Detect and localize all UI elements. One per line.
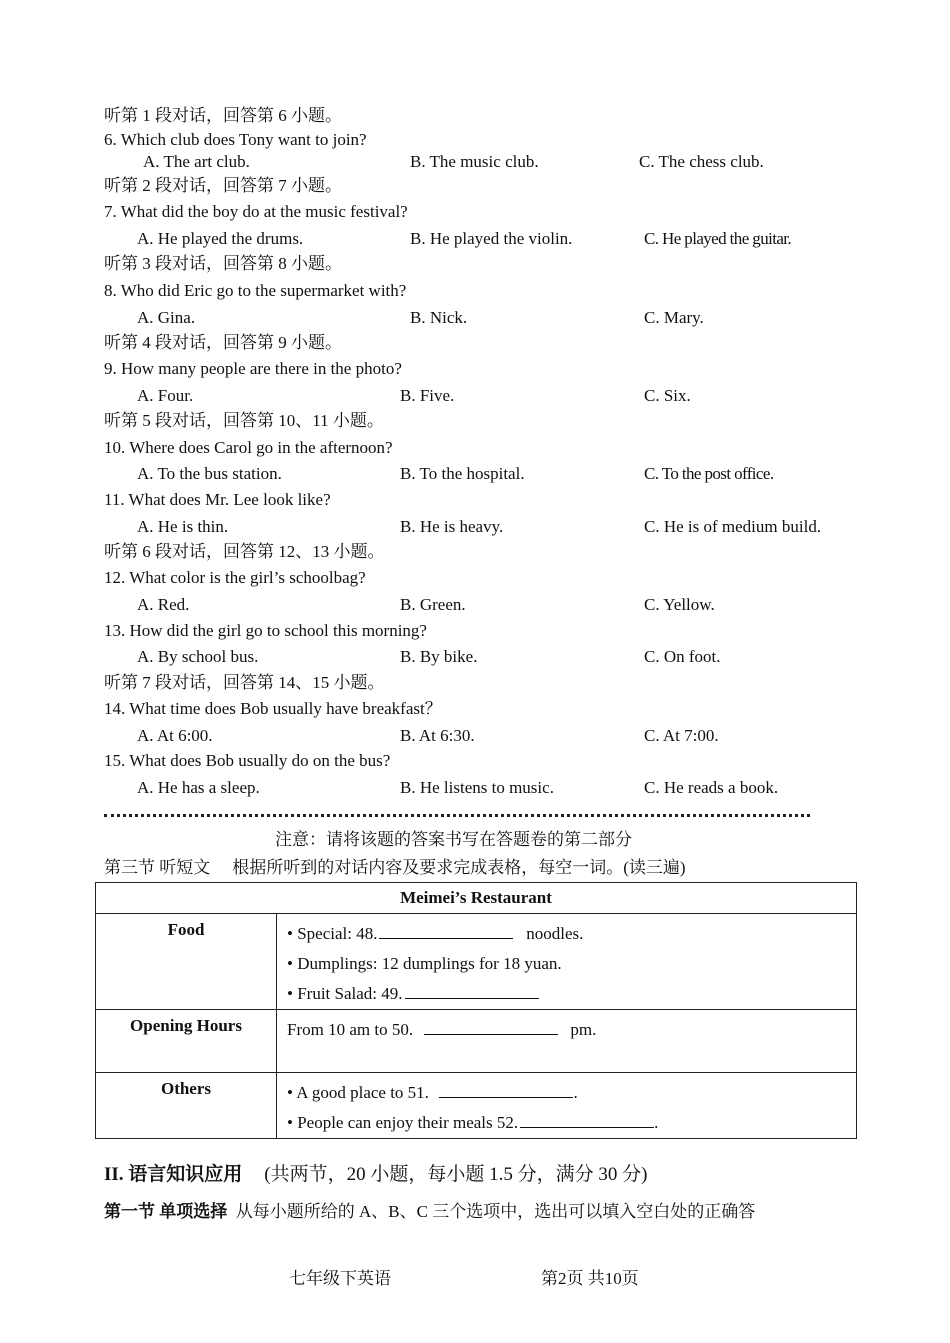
- food-salad-text: • Fruit Salad: 49.: [287, 984, 403, 1003]
- question-12-option-b: B. Green.: [400, 595, 466, 614]
- question-14: 14. What time does Bob usually have breakfast？: [104, 699, 442, 718]
- question-9-option-b: B. Five.: [400, 386, 455, 405]
- part-2-detail: (共两节，20 小题，每小题 1.5 分，满分 30 分): [264, 1164, 648, 1185]
- question-14-option-a: A. At 6:00.: [137, 726, 213, 745]
- opening-hours-text: From 10 am to 50.: [287, 1020, 414, 1039]
- food-special-suffix: noodles.: [526, 924, 584, 943]
- dialogue-intro-3: 听第 3 段对话，回答第 8 小题。: [104, 254, 342, 273]
- others-2-text: • People can enjoy their meals 52.: [287, 1113, 519, 1132]
- others-cell: [277, 1073, 857, 1139]
- question-12: 12. What color is the girl’s schoolbag?: [104, 568, 366, 587]
- question-10: 10. Where does Carol go in the afternoon?: [104, 438, 393, 457]
- question-7-option-c: C. He played the guitar.: [644, 229, 792, 248]
- dialogue-intro-4: 听第 4 段对话，回答第 9 小题。: [104, 333, 342, 352]
- dialogue-intro-6: 听第 6 段对话，回答第 12、13 小题。: [104, 542, 385, 561]
- question-9-option-a: A. Four.: [137, 386, 194, 405]
- question-6: 6. Which club does Tony want to join?: [104, 130, 367, 149]
- food-label: Food: [96, 914, 277, 1010]
- question-13-option-b: B. By bike.: [400, 647, 478, 666]
- question-11-option-b: B. He is heavy.: [400, 517, 504, 536]
- question-11-option-c: C. He is of medium build.: [644, 517, 822, 536]
- section-1-text: 从每小题所给的 A、B、C 三个选项中，选出可以填入空白处的正确答: [235, 1202, 756, 1221]
- question-13: 13. How did the girl go to school this morning?: [104, 621, 427, 640]
- opening-hours-label: Opening Hours: [96, 1010, 277, 1073]
- dialogue-intro-2: 听第 2 段对话，回答第 7 小题。: [104, 176, 342, 195]
- opening-hours-line: [287, 1015, 856, 1045]
- section-3-heading: [104, 857, 686, 879]
- question-9: 9. How many people are there in the photo?: [104, 359, 402, 378]
- blank-52[interactable]: [520, 1113, 654, 1128]
- answer-sheet-notice: 注意：请将该题的答案书写在答题卷的第二部分: [275, 830, 632, 849]
- question-6-option-b: B. The music club.: [410, 152, 539, 171]
- question-8-option-b: B. Nick.: [410, 308, 468, 327]
- others-1-suffix: .: [573, 1083, 578, 1102]
- question-7-option-a: A. He played the drums.: [137, 229, 304, 248]
- opening-hours-cell: [277, 1010, 857, 1073]
- question-6-option-a: A. The art club.: [143, 152, 250, 171]
- others-line-1: [287, 1078, 856, 1108]
- part-2-heading: [104, 1162, 647, 1188]
- question-7: 7. What did the boy do at the music festival?: [104, 202, 408, 221]
- question-15-option-a: A. He has a sleep.: [137, 778, 260, 797]
- question-7-option-b: B. He played the violin.: [410, 229, 573, 248]
- food-dumplings-line: • Dumplings: 12 dumplings for 18 yuan.: [287, 954, 562, 973]
- question-8-option-c: C. Mary.: [644, 308, 704, 327]
- question-8-option-a: A. Gina.: [137, 308, 196, 327]
- food-special-line: [287, 919, 856, 949]
- question-10-option-b: B. To the hospital.: [400, 464, 525, 483]
- question-15-option-b: B. He listens to music.: [400, 778, 554, 797]
- question-15-option-c: C. He reads a book.: [644, 778, 779, 797]
- question-15: 15. What does Bob usually do on the bus?: [104, 751, 391, 770]
- section-3-title: 第三节 听短文: [104, 858, 211, 877]
- food-cell: [277, 914, 857, 1010]
- section-1-heading: [104, 1200, 755, 1224]
- dotted-divider: [104, 806, 810, 817]
- opening-hours-suffix: pm.: [570, 1020, 597, 1039]
- question-12-option-a: A. Red.: [137, 595, 190, 614]
- part-2-title: II. 语言知识应用: [104, 1164, 243, 1185]
- question-12-option-c: C. Yellow.: [644, 595, 715, 614]
- blank-48[interactable]: [379, 924, 513, 939]
- others-1-text: • A good place to 51.: [287, 1083, 429, 1102]
- food-salad-line: [287, 979, 856, 1009]
- blank-49[interactable]: [405, 984, 539, 999]
- dialogue-intro-7: 听第 7 段对话，回答第 14、15 小题。: [104, 673, 385, 692]
- question-8: 8. Who did Eric go to the supermarket with?: [104, 281, 407, 300]
- question-11: 11. What does Mr. Lee look like?: [104, 490, 331, 509]
- table-title: Meimei’s Restaurant: [96, 883, 857, 914]
- question-14-option-c: C. At 7:00.: [644, 726, 719, 745]
- others-label: Others: [96, 1073, 277, 1139]
- question-13-option-c: C. On foot.: [644, 647, 721, 666]
- food-special-text: • Special: 48.: [287, 924, 378, 943]
- section-3-instruction: 根据所听到的对话内容及要求完成表格，每空一词。(读三遍): [232, 858, 686, 877]
- blank-50[interactable]: [424, 1020, 558, 1035]
- question-11-option-a: A. He is thin.: [137, 517, 229, 536]
- footer-page-number: 第2页 共10页: [541, 1269, 639, 1288]
- section-1-title: 第一节 单项选择: [104, 1202, 228, 1221]
- question-6-option-c: C. The chess club.: [639, 152, 764, 171]
- dialogue-intro-5: 听第 5 段对话，回答第 10、11 小题。: [104, 411, 384, 430]
- question-14-option-b: B. At 6:30.: [400, 726, 475, 745]
- dialogue-intro-1: 听第 1 段对话，回答第 6 小题。: [104, 106, 342, 125]
- restaurant-table: [95, 882, 857, 1139]
- question-9-option-c: C. Six.: [644, 386, 691, 405]
- others-2-suffix: .: [654, 1113, 659, 1132]
- blank-51[interactable]: [439, 1083, 573, 1098]
- question-13-option-a: A. By school bus.: [137, 647, 259, 666]
- footer-subject: 七年级下英语: [289, 1269, 391, 1288]
- question-10-option-a: A. To the bus station.: [137, 464, 282, 483]
- question-10-option-c: C. To the post office.: [644, 464, 774, 483]
- others-line-2: [287, 1108, 856, 1138]
